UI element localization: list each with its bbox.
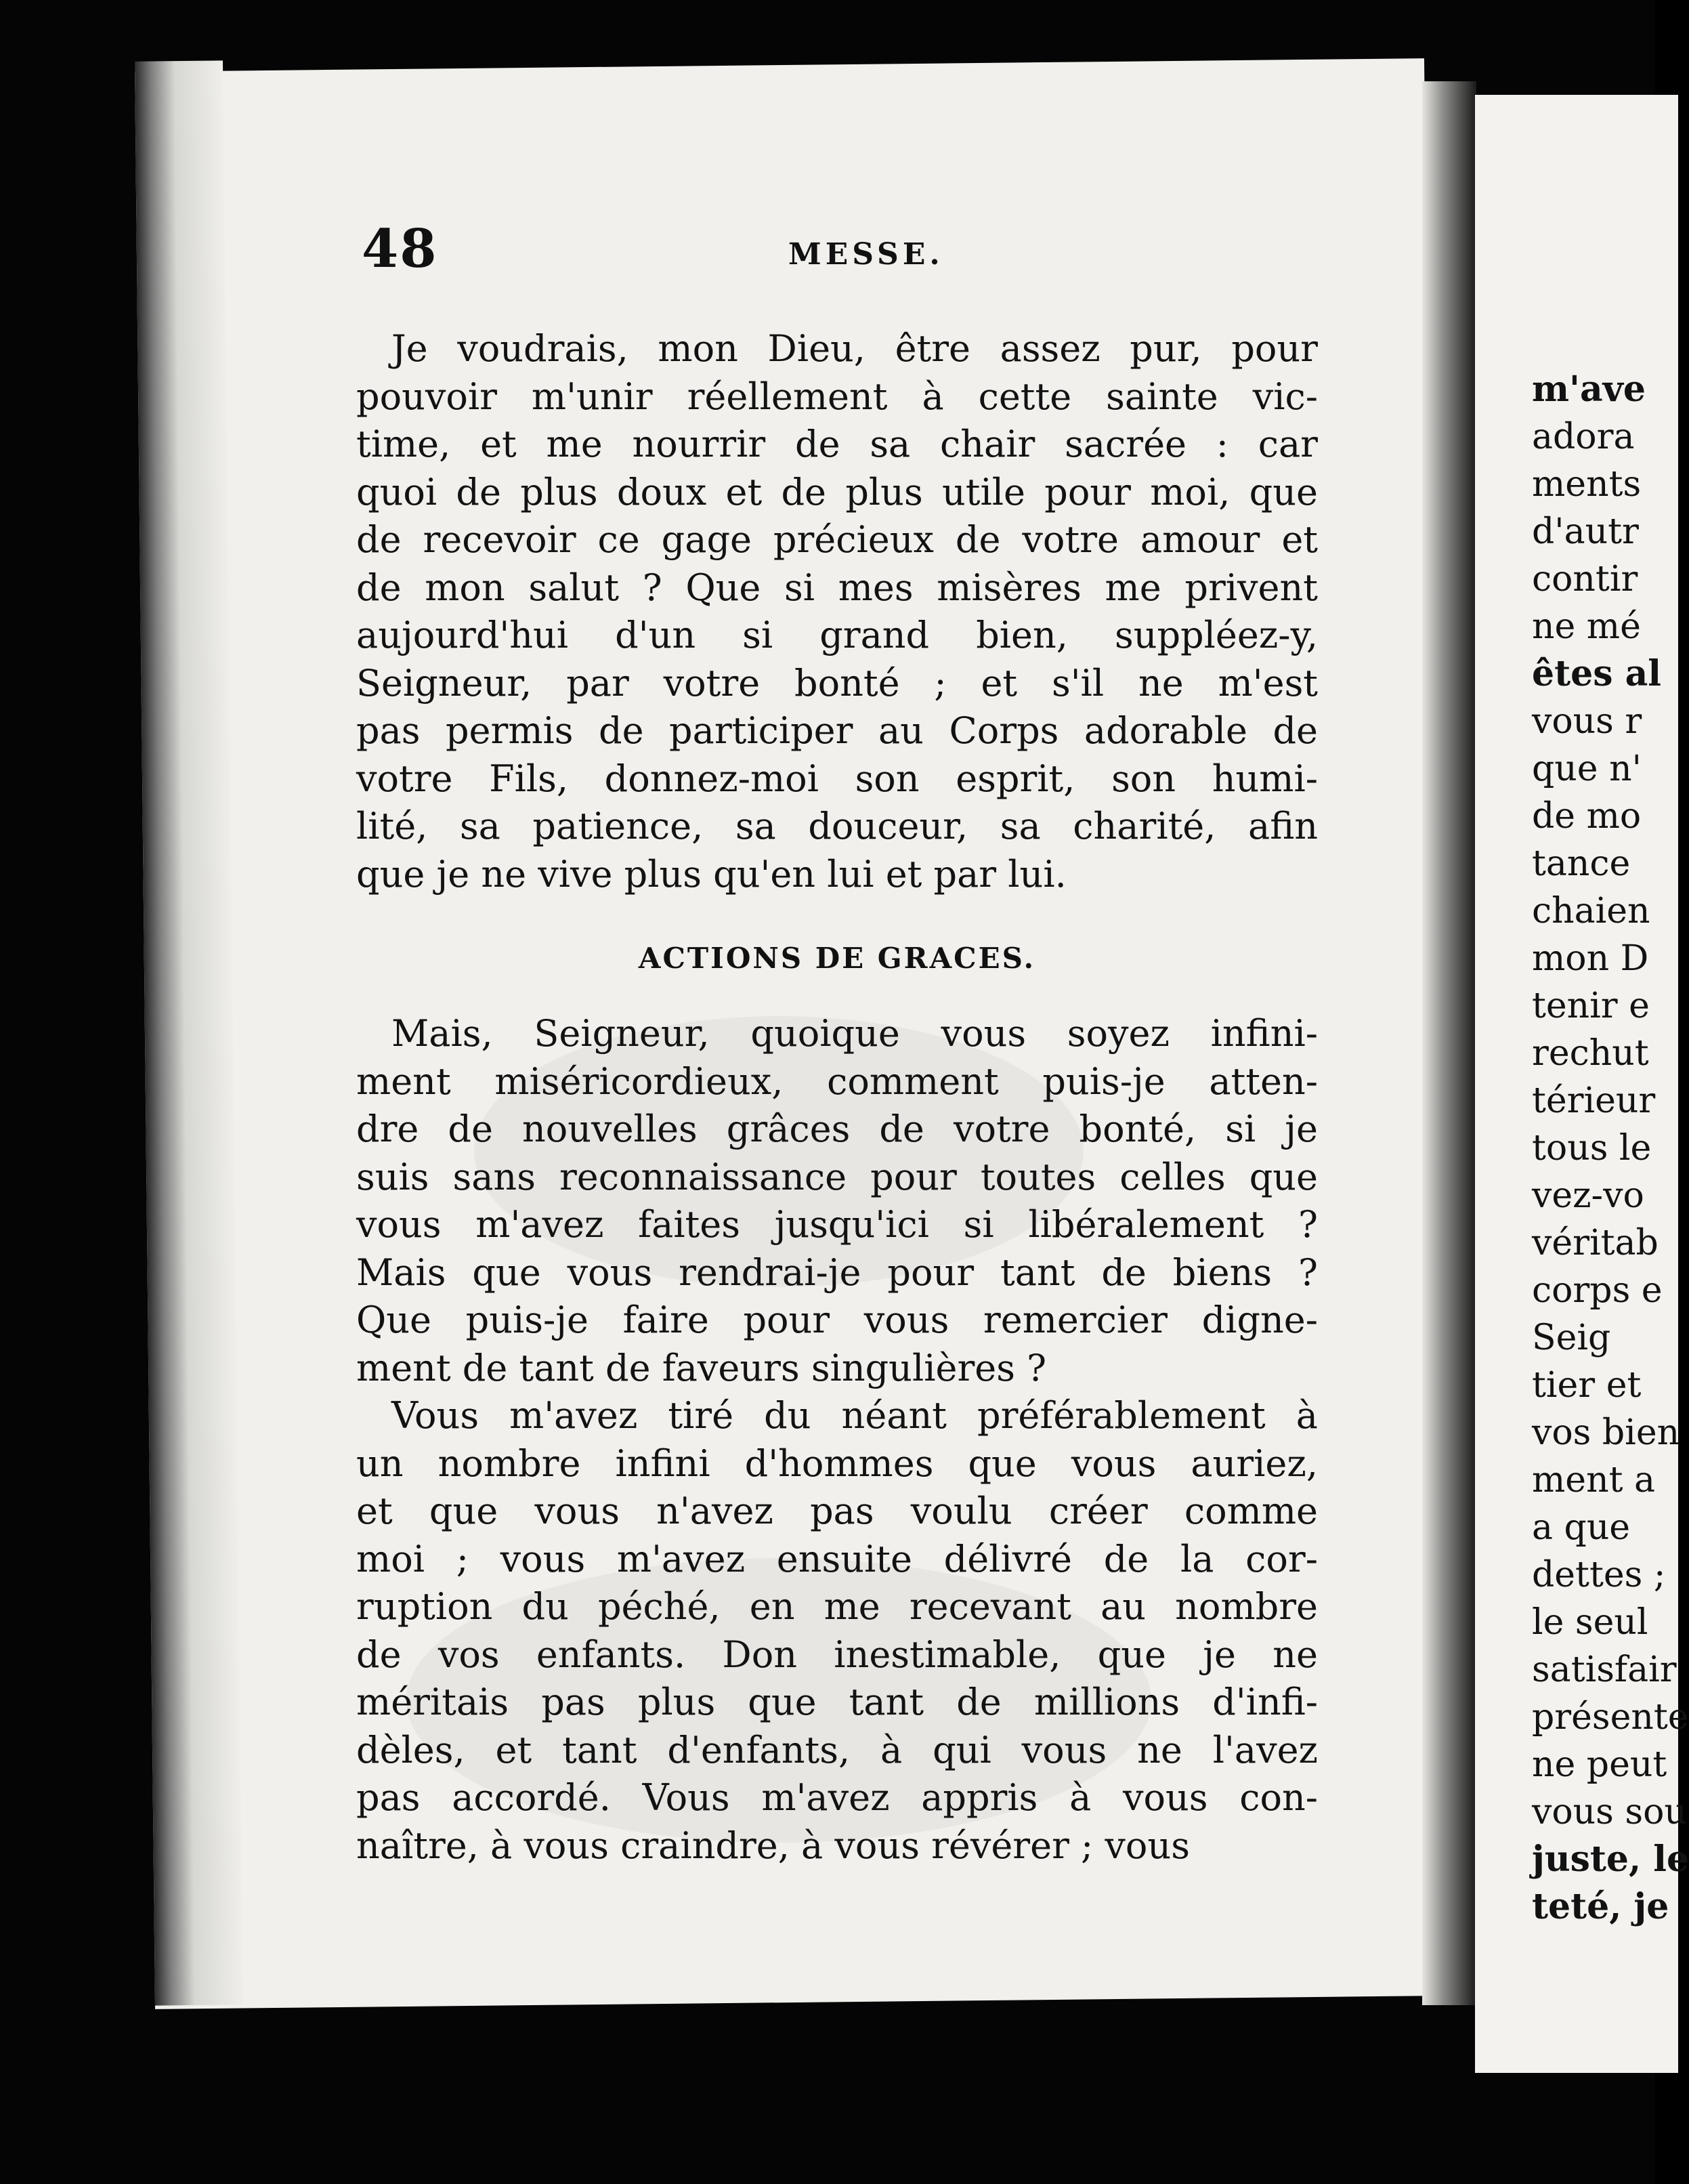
text-line: dèles, et tant d'enfants, à qui vous ne l'avez [356,1728,1318,1771]
right-page-line-fragment: tous le [1532,1128,1652,1169]
text-line: ment miséricordieux, comment puis-je atten- [356,1059,1318,1103]
right-page-line-fragment: satisfair [1532,1650,1677,1690]
text-line: Vous m'avez tiré du néant préférablement à [391,1394,1318,1437]
right-page-line-fragment: corps e [1532,1270,1663,1311]
right-page-line-fragment: ne peut [1532,1744,1667,1785]
text-line: dre de nouvelles grâces de votre bonté, si je [356,1108,1318,1150]
text-line: ment de tant de faveurs singulières ? [356,1346,1047,1389]
text-line: aujourd'hui d'un si grand bien, suppléez-y, [356,614,1318,656]
right-page-line-fragment: vous sou [1532,1792,1687,1832]
text-line: Mais, Seigneur, quoique vous soyez infini- [391,1012,1318,1055]
right-page-line-fragment: que n' [1532,749,1642,789]
text-line: naître, à vous craindre, à vous révérer ; vous [356,1824,1190,1867]
section-heading: ACTIONS DE GRACES. [638,942,1036,975]
right-page-line-fragment: contir [1532,559,1638,600]
text-line: Seigneur, par votre bonté ; et s'il ne m'est [356,661,1318,705]
text-line: Je voudrais, mon Dieu, être assez pur, pour [391,327,1318,370]
right-page-line-fragment: ment a [1532,1460,1655,1500]
text-line: vous m'avez faites jusqu'ici si libéralement ? [356,1203,1318,1246]
text-line: de recevoir ce gage précieux de votre amour et [356,518,1318,561]
text-line: pas accordé. Vous m'avez appris à vous con- [356,1776,1318,1819]
text-line: Mais que vous rendrai-je pour tant de biens ? [356,1251,1318,1294]
right-page-line-fragment: véritab [1532,1223,1659,1263]
right-page-line-fragment: chaien [1532,891,1650,931]
right-page-line-fragment: ments [1532,464,1642,505]
text-line: Que puis-je faire pour vous remercier digne- [356,1299,1318,1341]
right-page-line-fragment: êtes al [1532,653,1662,694]
right-page-line-fragment: adora [1532,417,1635,457]
text-line: que je ne vive plus qu'en lui et par lui. [356,852,1067,896]
text-line: de mon salut ? Que si mes misères me privent [356,566,1318,609]
text-line: et que vous n'avez pas voulu créer comme [356,1490,1318,1532]
text-line: pouvoir m'unir réellement à cette sainte vic- [356,375,1318,418]
right-page-line-fragment: rechut [1532,1033,1649,1074]
running-head [362,218,1310,286]
text-line: ruption du péché, en me recevant au nombre [356,1585,1318,1628]
paragraph-creation [356,1392,1318,1870]
right-page-text-fragments [1532,366,1689,1931]
right-page-line-fragment: Seig [1532,1318,1611,1358]
right-page-line-fragment: vez-vo [1532,1175,1644,1216]
right-page-line-fragment: dettes ; [1532,1555,1666,1595]
text-line: un nombre infini d'hommes que vous auriez, [356,1442,1318,1485]
paragraph-prayer [356,325,1318,898]
text-line: time, et me nourrir de sa chair sacrée : car [356,423,1318,465]
right-page-line-fragment: le seul [1532,1602,1648,1643]
text-line: suis sans reconnaissance pour toutes celles que [356,1155,1318,1198]
text-line: quoi de plus doux et de plus utile pour moi, que [356,470,1318,513]
left-page-text [356,325,1318,1870]
right-page-line-fragment: teté, je [1532,1886,1669,1927]
page-number: 48 [362,218,438,280]
right-page-line-fragment: tance [1532,843,1631,884]
right-page-line-fragment: tenir e [1532,986,1650,1026]
right-page-line-fragment: ne mé [1532,606,1641,647]
right-page-line-fragment: térieur [1532,1080,1656,1121]
text-line: votre Fils, donnez-moi son esprit, son humi- [356,757,1318,800]
text-line: méritais pas plus que tant de millions d'infi- [356,1681,1318,1723]
running-head-title: MESSE. [788,237,944,272]
paragraph-actions-de-graces [356,1010,1318,1392]
right-page-line-fragment: présente [1532,1697,1689,1738]
text-line: pas permis de participer au Corps adorable de [356,709,1318,752]
right-page-line-fragment: vous r [1532,701,1642,742]
right-page-line-fragment: a que [1532,1507,1631,1548]
right-page-line-fragment: mon D [1532,938,1649,979]
book-gutter [1422,81,1476,2005]
right-page-line-fragment: juste, le [1532,1839,1689,1880]
right-page-line-fragment: tier et [1532,1365,1642,1406]
text-line: lité, sa patience, sa douceur, sa charité, afin [356,805,1318,847]
right-page-line-fragment: de mo [1532,796,1642,837]
text-line: de vos enfants. Don inestimable, que je ne [356,1633,1318,1676]
right-page-line-fragment: d'autr [1532,511,1639,552]
right-page-line-fragment: vos bien [1532,1412,1680,1453]
right-page-line-fragment: m'ave [1532,369,1646,410]
text-line: moi ; vous m'avez ensuite délivré de la cor- [356,1537,1318,1580]
